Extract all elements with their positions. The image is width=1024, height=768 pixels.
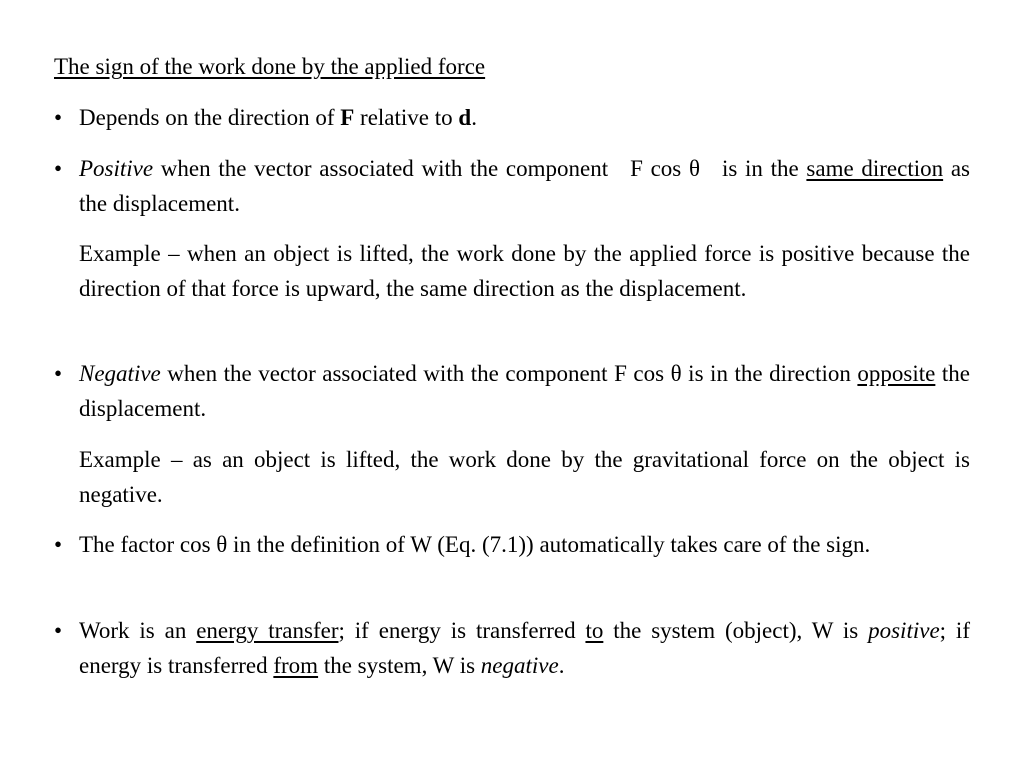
example-lifted-positive: Example – when an object is lifted, the work done by the applied force is positive because the direction of that force is upward, the same direction as the displacement. — [79, 241, 970, 301]
bullet-symbol: • — [54, 361, 63, 386]
text-segment: . — [471, 105, 477, 130]
text-segment: the displacement. — [79, 361, 970, 421]
italic-term-positive: positive — [868, 618, 940, 643]
text-segment: ; if energy is transferred — [338, 618, 586, 643]
underlined-term-from: from — [273, 652, 319, 678]
text-segment: when the vector associated with the component F cos θ is in the direction — [160, 361, 858, 386]
text-segment: as the displacement. — [79, 156, 970, 216]
bullet-symbol: • — [54, 105, 63, 130]
bullet-item-negative — [54, 357, 970, 426]
text-segment: is in the — [721, 156, 807, 181]
text-segment: relative to — [354, 105, 459, 130]
bullet-symbol: • — [54, 618, 63, 643]
formula-f-cos-theta: F cos θ — [630, 156, 700, 181]
text-segment: the system, W is — [318, 652, 481, 678]
text-segment: Depends on the direction of — [79, 105, 341, 130]
underlined-term-same-direction: same direction — [806, 156, 944, 181]
text-segment: the system (object), W is — [603, 618, 869, 643]
underlined-term-energy-transfer: energy transfer — [196, 618, 339, 643]
underlined-term-opposite: opposite — [857, 361, 936, 386]
bullet-symbol: • — [54, 156, 63, 181]
italic-term-positive: Positive — [79, 156, 154, 181]
bullet-item-energy-transfer — [54, 614, 970, 683]
text-segment: when the vector associated with the component — [153, 156, 609, 181]
italic-term-negative: Negative — [79, 361, 161, 386]
bullet-item-positive — [54, 152, 970, 221]
example-lifted-negative: Example – as an object is lifted, the work done by the gravitational force on the object is negative. — [79, 447, 970, 507]
text-segment: . — [558, 652, 565, 678]
bullet-item-factor — [54, 528, 970, 563]
bold-symbol-d: d — [458, 105, 472, 130]
bullet-item-direction — [54, 101, 970, 136]
text-segment: Work is an — [79, 618, 197, 643]
slide-title: The sign of the work done by the applied force — [54, 54, 486, 79]
bullet-symbol: • — [54, 532, 63, 557]
underlined-term-to: to — [585, 618, 604, 643]
bold-symbol-f: F — [340, 105, 355, 130]
text-segment: ; if energy is transferred — [79, 618, 970, 678]
text-segment: The factor cos θ in the definition of W (Eq. (7.1)) automatically takes care of the sign. — [79, 532, 871, 557]
italic-term-negative: negative — [480, 652, 559, 678]
